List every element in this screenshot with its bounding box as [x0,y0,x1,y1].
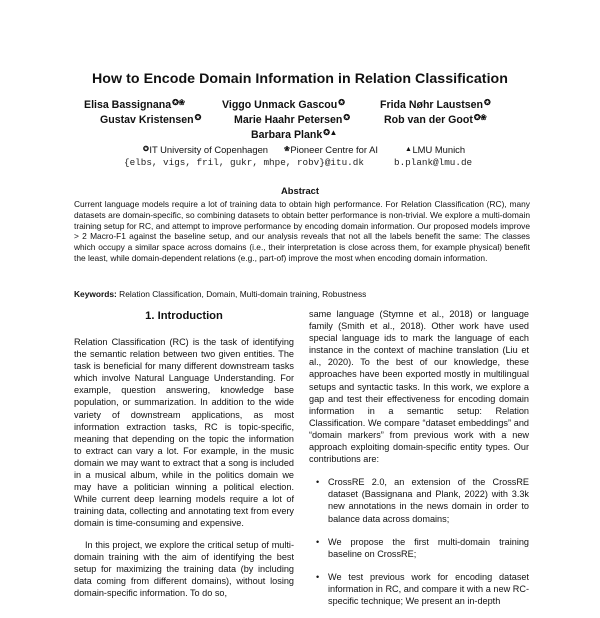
keywords-label: Keywords: [74,289,117,299]
affiliation-mark-icon: ✪ [194,113,201,122]
flower-mark-icon: ❀ [284,146,290,153]
abstract-text: Current language models require a lot of training data to obtain high performance. For Relation Classification (RC), many datasets are domain-specific, so combining datasets to obtain better performance is non-trivial. We explore a multi-domain training setup for RC, and attempt to improve performance by encoding domain information. Our proposed models improve > 2 Macro-F1 against the baseline setup, and our analysis reveals that not all the labels benefit the same: The classes which occupy a similar space across domains (i.e., their interpretation is close across them, for example physical) benefit the least, while domain-dependent relations (e.g., part-of) improve the most when encoding domain information. [74,199,530,263]
email-lmu: b.plank@lmu.de [394,157,473,168]
author-name: Gustav Kristensen [100,114,194,126]
affiliation-pioneer [284,144,378,155]
triangle-mark-icon: ▲ [405,146,412,153]
abstract-heading: Abstract [280,185,320,196]
list-item [309,536,529,560]
affiliation-itu [143,144,268,155]
author-bassignana [84,98,185,111]
intro-paragraph-1: Relation Classification (RC) is the task of identifying the semantic relation between two given entities. The task is beneficial for many different downstream tasks which involve Natural Language Understanding. For example, question answering, knowledge base population, or summarization. In addition to the wide variety of downstream applications, as most information extraction tasks, RC is topic-specific, meaning that depending on the topic the information to extract can vary a lot. For example, in the music domain we may want to extract that a song is included in a musical album, while in the politics domain we may have a politician winning a political election. While current deep learning models require a lot of training data, collecting and annotating text from every domain is time-consuming and expensive. [74,337,294,529]
affiliation-name: IT University of Copenhagen [149,144,269,155]
section-heading: 1. Introduction [145,310,223,322]
paper-title: How to Encode Domain Information in Relation Classification [92,71,508,87]
author-name: Elisa Bassignana [84,99,172,111]
list-item-text: We propose the first multi-domain training baseline on CrossRE; [328,536,529,559]
affiliation-mark-icon: ✪ [343,113,350,122]
star-mark-icon: ✪ [143,146,149,153]
related-work-paragraph: same language (Stymne et al., 2018) or language family (Smith et al., 2018). Other work have used special language ids to mark the language of each instance in the context of machine translation (Liu et al., 2020). To the best of our knowledge, these approaches have been exported mostly in multilingual setups and syntactic tasks. In this work, we explore a gap and test their effectiveness for encoding domain information in a semantic setup: Relation Classification. We compare “dataset embeddings” and “domain markers” from previous work with a new approach exploiting domain-specific entity types. Our contributions are: [309,309,529,465]
bullet-icon: • [316,536,320,547]
affiliation-mark-icon: ✪▲ [323,128,337,137]
author-petersen [234,113,350,126]
affiliation-mark-icon: ✪ [484,98,491,107]
affiliation-lmu [405,144,465,155]
author-name: Frida Nøhr Laustsen [380,99,484,111]
author-name: Viggo Unmack Gascou [222,99,338,111]
author-name: Barbara Plank [251,129,323,141]
affiliation-mark-icon: ✪ [338,98,345,107]
right-column [309,308,529,618]
keywords [74,289,544,299]
keywords-text: Relation Classification, Domain, Multi-domain training, Robustness [119,289,367,299]
author-plank [251,128,337,141]
author-name: Marie Haahr Petersen [234,114,343,126]
email-itu: {elbs, vigs, fril, gukr, mhpe, robv}@itu.dk [124,157,364,168]
author-gascou [222,98,344,111]
affiliation-mark-icon: ✪❀ [172,98,185,107]
affiliation-mark-icon: ✪❀ [473,113,487,122]
intro-paragraph-2: In this project, we explore the critical setup of multi-domain training with the aim of identifying the best setup for maximizing the training data (by including data coming from different domains), without losing domain-specific information. To do so, [74,539,294,598]
author-kristensen [100,113,201,126]
affiliation-name: LMU Munich [412,144,466,155]
author-vandergoot [384,113,486,126]
affiliation-name: Pioneer Centre for AI [290,144,378,155]
bullet-icon: • [316,571,320,582]
list-item-text: We test previous work for encoding dataset information in RC, and compare it with a new RC-specific technique; We present an in-depth [328,571,529,606]
bullet-icon: • [316,477,320,488]
list-item [309,476,529,524]
list-item-text: CrossRE 2.0, an extension of the CrossRE dataset (Bassignana and Plank, 2022) with 3.3k new annotations in the news domain in order to balance data across domains; [328,477,529,524]
list-item [309,571,529,607]
left-column [74,336,294,599]
contributions-list [309,476,529,607]
author-name: Rob van der Goot [384,114,473,126]
author-laustsen [380,98,490,111]
